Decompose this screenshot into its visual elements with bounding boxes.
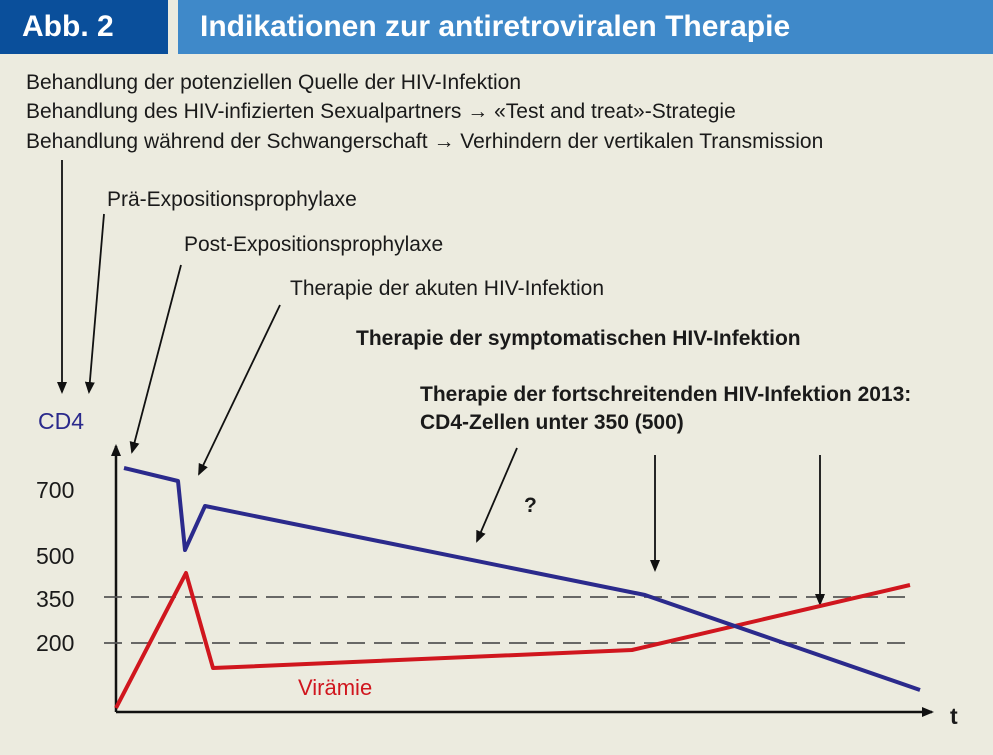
- top-item-source: Behandlung der potenziellen Quelle der HIV-Infektion: [26, 71, 521, 94]
- annotation-acute: Therapie der akuten HIV-Infektion: [290, 277, 605, 300]
- y-tick-label: 350: [36, 586, 75, 612]
- y-axis-label: CD4: [38, 408, 85, 434]
- y-tick-label: 200: [36, 630, 75, 656]
- annotation-progressive-line1: Therapie der fortschreitenden HIV-Infektion 2013:: [420, 383, 912, 406]
- y-tick-label: 500: [36, 543, 75, 569]
- annotation-pep: Post-Expositionsprophylaxe: [184, 233, 444, 256]
- top-item-partner: Behandlung des HIV-infizierten Sexualpartners → «Test and treat»-Strategie: [26, 100, 736, 123]
- annotation-symptomatic: Therapie der symptomatischen HIV-Infektion: [356, 327, 801, 350]
- y-tick-label: 700: [36, 477, 75, 503]
- figure-label: Abb. 2: [0, 0, 168, 54]
- arrow-acute: [199, 305, 280, 474]
- annotation-progressive-line2: CD4-Zellen unter 350 (500): [420, 411, 684, 434]
- arrow-pep: [132, 265, 181, 452]
- arrow-prep: [89, 214, 104, 392]
- top-item-pregnancy: Behandlung während der Schwangerschaft → Verhindern der vertikalen Transmission: [26, 130, 824, 153]
- series-label-viremia: Virämie: [298, 675, 373, 700]
- figure-title: Indikationen zur antiretroviralen Therapie: [178, 0, 993, 54]
- arrow-symptomatic: [477, 448, 517, 541]
- x-axis-label: t: [950, 703, 958, 729]
- annotation-question: ?: [524, 494, 537, 517]
- series-line-viremia: [116, 573, 910, 708]
- annotation-prep: Prä-Expositionsprophylaxe: [107, 188, 357, 211]
